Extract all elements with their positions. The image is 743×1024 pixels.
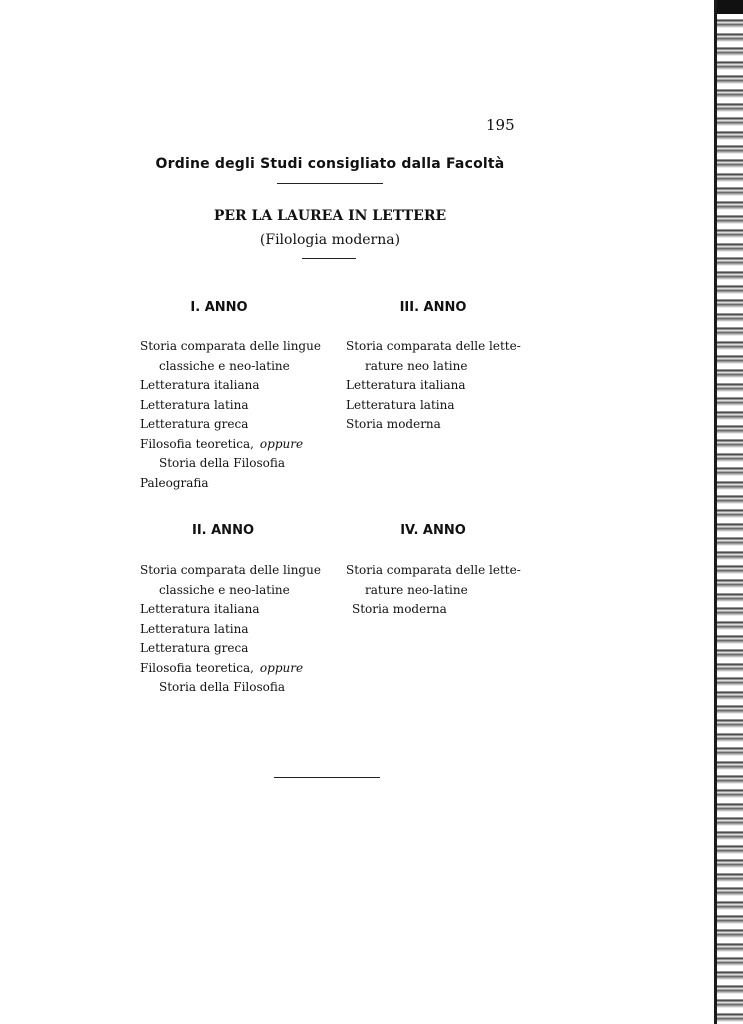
course-item: Letteratura latina [140, 621, 249, 636]
course-item: classiche e neo-latine [159, 582, 290, 597]
year-3-course-list [346, 337, 536, 435]
course-item: Storia della Filosofia [159, 456, 286, 470]
page-edge-corner [717, 0, 743, 14]
course-item: classiche e neo-latine [159, 358, 290, 373]
bottom-divider [274, 777, 380, 778]
course-item-option [140, 659, 330, 679]
degree-subtitle: (Filologia moderna) [259, 232, 401, 248]
heading-divider [277, 183, 383, 184]
course-item: Storia moderna [346, 417, 441, 431]
year-4-course-list [346, 561, 536, 620]
course-item: Storia comparata delle lette- [346, 563, 521, 577]
course-item: Filosofia teoretica, [140, 436, 254, 451]
course-item: Letteratura italiana [140, 602, 260, 616]
page-number: 195 [486, 116, 515, 134]
year-1-course-list [140, 337, 330, 493]
course-item: Storia moderna [352, 602, 447, 616]
course-item: Storia comparata delle lingue [140, 563, 321, 577]
course-item: Letteratura greca [140, 417, 249, 431]
year-2-course-list [140, 561, 330, 698]
course-item: Paleografia [140, 475, 209, 490]
course-item: Storia della Filosofia [159, 680, 286, 694]
course-item: Letteratura italiana [140, 378, 260, 392]
degree-title: PER LA LAUREA IN LETTERE [213, 208, 447, 224]
course-item: Letteratura greca [140, 641, 249, 655]
page-heading: Ordine degli Studi consigliato dalla Facoltà [155, 156, 505, 172]
course-item: rature neo-latine [365, 582, 468, 597]
year-4-heading: IV. ANNO [400, 523, 466, 538]
year-1-heading: I. ANNO [190, 300, 248, 315]
course-item-option [140, 435, 330, 455]
year-2-heading: II. ANNO [191, 523, 254, 538]
course-item: rature neo latine [365, 358, 468, 373]
year-3-heading: III. ANNO [399, 300, 467, 315]
page-edge-texture [714, 0, 743, 1024]
oppure-note: oppure [259, 436, 304, 451]
course-item: Letteratura italiana [346, 378, 466, 392]
course-item: Letteratura latina [140, 397, 249, 412]
course-item: Letteratura latina [346, 397, 455, 412]
course-item: Storia comparata delle lingue [140, 339, 321, 353]
degree-divider [302, 258, 356, 259]
oppure-note: oppure [259, 660, 304, 675]
course-item: Storia comparata delle lette- [346, 339, 521, 353]
course-item: Filosofia teoretica, [140, 660, 254, 675]
